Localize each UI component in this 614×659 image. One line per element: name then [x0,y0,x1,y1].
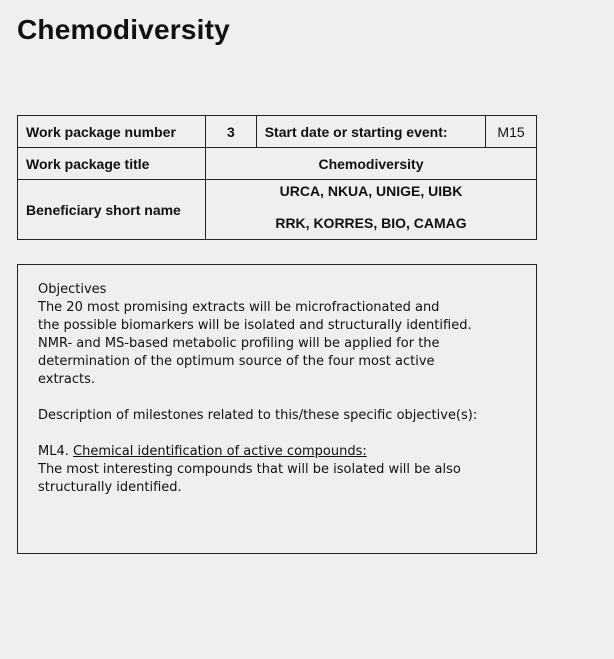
wp-number-value: 3 [206,116,257,148]
objectives-line: NMR- and MS-based metabolic profiling will be applied for the [38,336,440,351]
objectives-line: extracts. [38,372,96,387]
milestone-title-line [38,443,522,461]
milestone-title: Chemical identification of active compounds: [73,444,367,459]
beneficiary-line: URCA, NKUA, UNIGE, UIBK [279,183,463,199]
start-date-label: Start date or starting event: [256,116,485,148]
start-date-value: M15 [486,116,537,148]
work-package-table [17,115,537,240]
objectives-heading: Objectives [38,282,107,297]
milestone-line: structurally identified. [38,480,182,495]
beneficiary-value [206,180,537,240]
objectives-line: the possible biomarkers will be isolated and structurally identified. [38,318,472,333]
wp-title-value: Chemodiversity [206,148,537,180]
objectives-line: The 20 most promising extracts will be microfractionated and [38,300,440,315]
milestones-heading: Description of milestones related to this/these specific objective(s): [38,408,478,423]
table-row [18,180,537,240]
milestone-line: The most interesting compounds that will be isolated will be also [38,462,461,477]
objectives-line: determination of the optimum source of the four most active [38,354,435,369]
table-row [18,116,537,148]
page-title: Chemodiversity [17,14,230,45]
beneficiary-line: RRK, KORRES, BIO, CAMAG [275,215,467,231]
wp-number-label: Work package number [18,116,206,148]
beneficiary-label: Beneficiary short name [18,180,206,240]
milestone-code: ML4. [38,444,69,459]
objectives-box [17,264,537,554]
wp-title-label: Work package title [18,148,206,180]
